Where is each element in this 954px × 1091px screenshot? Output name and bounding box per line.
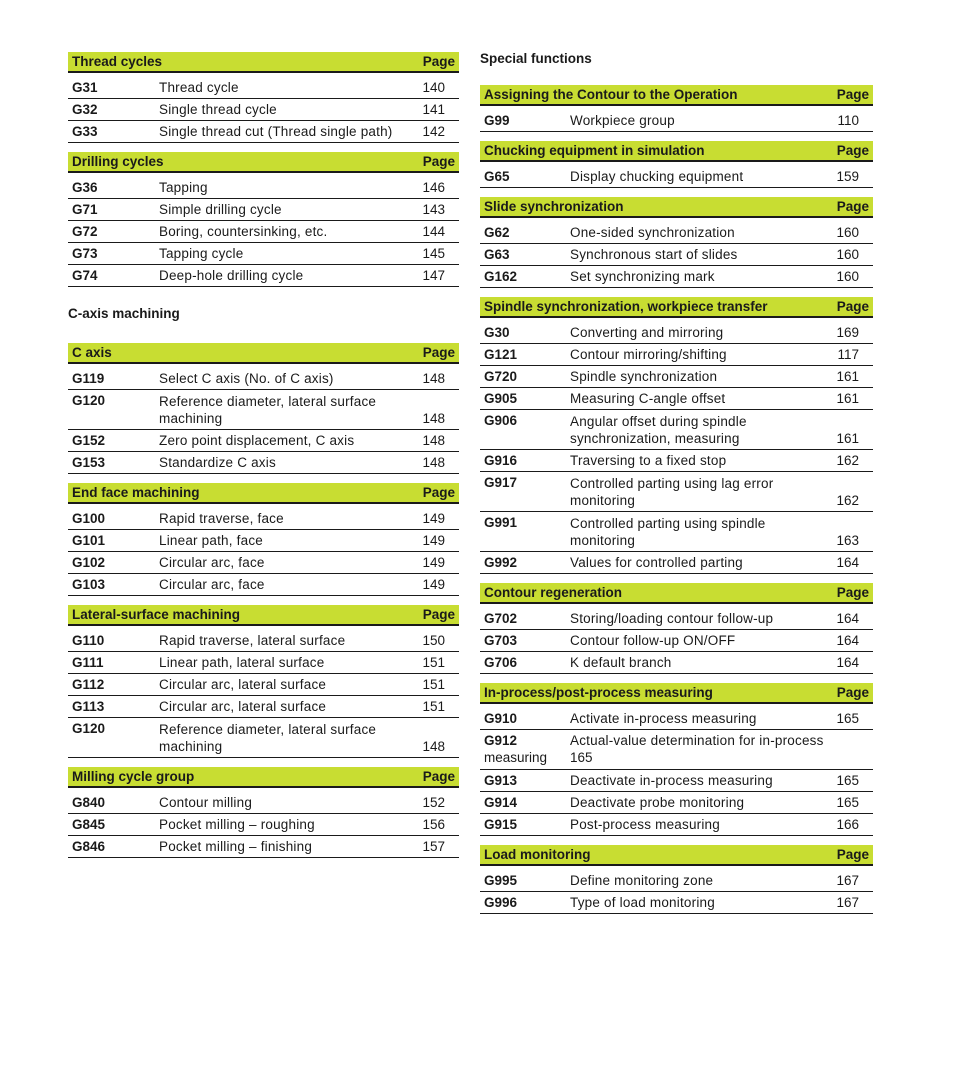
table-header-title: Load monitoring <box>484 847 591 862</box>
table-drilling-cycles <box>68 152 459 287</box>
table-load-monitoring <box>480 845 873 914</box>
page-number: 160 <box>836 225 859 240</box>
table-row <box>68 530 459 552</box>
description: One-sided synchronization <box>570 225 735 240</box>
page-number: 151 <box>422 677 445 692</box>
page-number: 152 <box>422 795 445 810</box>
table-row <box>68 368 459 390</box>
description: Pocket milling – finishing <box>159 839 313 854</box>
description: Pocket milling – roughing <box>159 817 315 832</box>
table-row <box>480 892 873 914</box>
table-contour-regeneration <box>480 583 873 674</box>
table-row <box>480 472 873 512</box>
table-spindle-synchronization-workpiece-transfer <box>480 297 873 574</box>
table-row <box>68 652 459 674</box>
gcode: G33 <box>72 124 98 139</box>
table-header-title: Spindle synchronization, workpiece transfer <box>484 299 768 314</box>
description: Display chucking equipment <box>570 169 744 184</box>
section-title: Special functions <box>480 51 592 66</box>
gcode: G62 <box>484 225 510 240</box>
description: Contour mirroring/shifting <box>570 347 727 362</box>
table-row <box>68 77 459 99</box>
page-number: 148 <box>422 433 445 448</box>
table-row <box>480 450 873 472</box>
description: Deactivate probe monitoring <box>570 795 745 810</box>
page-number: 167 <box>836 873 859 888</box>
section-title: C-axis machining <box>68 306 180 321</box>
page-number: 117 <box>837 347 859 362</box>
table-row <box>68 574 459 596</box>
description: Reference diameter, lateral surface machining <box>159 394 377 426</box>
gcode: G121 <box>484 347 518 362</box>
description: Synchronous start of slides <box>570 247 738 262</box>
gcode: G915 <box>484 817 518 832</box>
gcode: G720 <box>484 369 518 384</box>
description: Converting and mirroring <box>570 325 724 340</box>
page-number: 160 <box>836 247 859 262</box>
page-number: 149 <box>422 533 445 548</box>
description: Zero point displacement, C axis <box>159 433 355 448</box>
table-row <box>480 388 873 410</box>
description: Single thread cut (Thread single path) <box>159 124 393 139</box>
table-chucking-equipment-in-simulation <box>480 141 873 188</box>
page-number: 148 <box>422 371 445 386</box>
table-row <box>480 792 873 814</box>
page-number: 165 <box>570 750 593 765</box>
table-header-title: End face machining <box>72 485 200 500</box>
table-assigning-the-contour-to-the-operation <box>480 85 873 132</box>
page-number: 149 <box>422 511 445 526</box>
description: Tapping <box>159 180 208 195</box>
description: Values for controlled parting <box>570 555 743 570</box>
gcode: G72 <box>72 224 98 239</box>
description: Type of load monitoring <box>570 895 715 910</box>
table-row <box>480 266 873 288</box>
table-row <box>480 770 873 792</box>
table-header <box>480 583 873 604</box>
gcode: G100 <box>72 511 106 526</box>
gcode: G111 <box>72 655 104 670</box>
table-header-page-label: Page <box>422 54 455 69</box>
page-number: 169 <box>836 325 859 340</box>
table-row <box>480 552 873 574</box>
gcode: G914 <box>484 795 518 810</box>
table-header <box>68 605 459 626</box>
page-number: 163 <box>836 533 859 548</box>
table-row <box>480 652 873 674</box>
table-row <box>480 222 873 244</box>
table-row <box>480 244 873 266</box>
gcode: G99 <box>484 113 510 128</box>
description: Post-process measuring <box>570 817 720 832</box>
description: Measuring C-angle offset <box>570 391 726 406</box>
table-row <box>68 243 459 265</box>
table-row <box>480 870 873 892</box>
table-lateral-surface-machining <box>68 605 459 758</box>
table-row <box>68 121 459 143</box>
page-number: 142 <box>422 124 445 139</box>
page-number: 165 <box>836 711 859 726</box>
table-row <box>68 452 459 474</box>
gcode: G846 <box>72 839 106 854</box>
gcode: G102 <box>72 555 106 570</box>
gcode: G119 <box>72 371 105 386</box>
gcode: G906 <box>484 413 518 428</box>
page-number: 164 <box>836 611 859 626</box>
table-header <box>480 85 873 106</box>
gcode: G152 <box>72 433 106 448</box>
gcode: G71 <box>72 202 98 217</box>
table-header-page-label: Page <box>422 345 455 360</box>
description: Controlled parting using lag error monitoring <box>570 476 774 508</box>
table-row <box>68 430 459 452</box>
table-header-page-label: Page <box>836 847 869 862</box>
table-row <box>480 630 873 652</box>
page-number: 148 <box>422 455 445 470</box>
table-header <box>68 152 459 173</box>
gcode: G992 <box>484 555 518 570</box>
gcode: G995 <box>484 873 518 888</box>
page-number: 165 <box>836 795 859 810</box>
gcode: G706 <box>484 655 518 670</box>
page-number: 156 <box>422 817 445 832</box>
description: Standardize C axis <box>159 455 276 470</box>
table-header-page-label: Page <box>836 685 869 700</box>
gcode: G101 <box>72 533 106 548</box>
table-header-title: Lateral-surface machining <box>72 607 241 622</box>
table-header-page-label: Page <box>836 585 869 600</box>
table-header-title: In-process/post-process measuring <box>484 685 713 700</box>
table-row <box>68 99 459 121</box>
page-number: 164 <box>836 655 859 670</box>
table-header-title: Assigning the Contour to the Operation <box>484 87 738 102</box>
page-number: 143 <box>422 202 445 217</box>
table-row <box>480 730 873 770</box>
page-number: 167 <box>836 895 859 910</box>
table-header <box>68 767 459 788</box>
page-number: 149 <box>422 555 445 570</box>
page-number: 162 <box>836 453 859 468</box>
gcode: G162 <box>484 269 518 284</box>
table-header-page-label: Page <box>422 607 455 622</box>
gcode: G30 <box>484 325 510 340</box>
table-c-axis <box>68 343 459 474</box>
description: Circular arc, face <box>159 577 265 592</box>
table-thread-cycles <box>68 52 459 143</box>
page-number: 166 <box>836 817 859 832</box>
table-end-face-machining <box>68 483 459 596</box>
description: Set synchronizing mark <box>570 269 715 284</box>
gcode: G65 <box>484 169 510 184</box>
table-row <box>480 814 873 836</box>
page-number: 160 <box>836 269 859 284</box>
page-number: 164 <box>836 555 859 570</box>
description: Angular offset during spindle synchronization, measuring <box>570 414 747 446</box>
table-header <box>68 52 459 73</box>
description: Thread cycle <box>159 80 239 95</box>
page-number: 151 <box>422 655 445 670</box>
table-row <box>480 344 873 366</box>
description: Linear path, face <box>159 533 263 548</box>
table-header-title: Drilling cycles <box>72 154 164 169</box>
table-header-page-label: Page <box>836 143 869 158</box>
table-row <box>68 630 459 652</box>
table-row <box>68 696 459 718</box>
gcode: G73 <box>72 246 98 261</box>
description: Circular arc, lateral surface <box>159 677 327 692</box>
table-row <box>68 814 459 836</box>
gcode: G32 <box>72 102 98 117</box>
table-row <box>68 718 459 758</box>
page-number: 161 <box>836 431 859 446</box>
table-header-title: Thread cycles <box>72 54 163 69</box>
description: Rapid traverse, lateral surface <box>159 633 346 648</box>
description: Define monitoring zone <box>570 873 714 888</box>
gcode: G153 <box>72 455 106 470</box>
description: Simple drilling cycle <box>159 202 282 217</box>
page-number: 147 <box>422 268 445 283</box>
description: K default branch <box>570 655 672 670</box>
gcode: G103 <box>72 577 106 592</box>
table-row <box>480 410 873 450</box>
gcode: G991 <box>484 515 518 530</box>
table-header <box>480 141 873 162</box>
page-number: 140 <box>422 80 445 95</box>
page-number: 159 <box>836 169 859 184</box>
page-number: 149 <box>422 577 445 592</box>
table-header-page-label: Page <box>422 485 455 500</box>
gcode: G110 <box>72 633 105 648</box>
gcode: G112 <box>72 677 105 692</box>
description: Deep-hole drilling cycle <box>159 268 304 283</box>
gcode: G840 <box>72 795 106 810</box>
page-number: 162 <box>836 493 859 508</box>
description: Select C axis (No. of C axis) <box>159 371 334 386</box>
page-number: 150 <box>422 633 445 648</box>
table-row <box>68 674 459 696</box>
description: Actual-value determination for in-process <box>570 733 824 748</box>
page-number: 145 <box>422 246 445 261</box>
table-header <box>68 343 459 364</box>
gcode: G74 <box>72 268 98 283</box>
left-column <box>68 52 459 867</box>
table-header-title: C axis <box>72 345 112 360</box>
table-header-page-label: Page <box>422 769 455 784</box>
description-continuation: measuring <box>484 750 548 765</box>
table-row <box>480 608 873 630</box>
gcode: G36 <box>72 180 98 195</box>
table-header-page-label: Page <box>836 299 869 314</box>
table-row <box>480 708 873 730</box>
table-row <box>480 110 873 132</box>
table-header <box>480 683 873 704</box>
table-row <box>480 512 873 552</box>
page-number: 161 <box>836 369 859 384</box>
gcode: G996 <box>484 895 518 910</box>
table-slide-synchronization <box>480 197 873 288</box>
description: Workpiece group <box>570 113 675 128</box>
table-row <box>68 221 459 243</box>
table-row <box>68 552 459 574</box>
description: Activate in-process measuring <box>570 711 757 726</box>
page-number: 141 <box>422 102 445 117</box>
page-number: 151 <box>422 699 445 714</box>
table-row <box>480 166 873 188</box>
description: Contour follow-up ON/OFF <box>570 633 736 648</box>
table-header-page-label: Page <box>836 199 869 214</box>
gcode: G913 <box>484 773 518 788</box>
description: Spindle synchronization <box>570 369 718 384</box>
table-header <box>480 297 873 318</box>
table-header-page-label: Page <box>836 87 869 102</box>
table-row <box>480 366 873 388</box>
page-number: 110 <box>837 113 859 128</box>
page-number: 144 <box>422 224 445 239</box>
table-header <box>68 483 459 504</box>
gcode: G113 <box>72 699 105 714</box>
table-header-title: Contour regeneration <box>484 585 623 600</box>
table-milling-cycle-group <box>68 767 459 858</box>
gcode: G120 <box>72 393 106 408</box>
table-header-title: Slide synchronization <box>484 199 624 214</box>
table-header-page-label: Page <box>422 154 455 169</box>
table-row <box>68 177 459 199</box>
page-number: 148 <box>422 411 445 426</box>
page-number: 146 <box>422 180 445 195</box>
description: Boring, countersinking, etc. <box>159 224 328 239</box>
table-row <box>68 265 459 287</box>
gcode: G916 <box>484 453 518 468</box>
description: Deactivate in-process measuring <box>570 773 773 788</box>
gcode: G120 <box>72 721 106 736</box>
table-row <box>480 322 873 344</box>
table-row <box>68 199 459 221</box>
table-row <box>68 836 459 858</box>
description: Controlled parting using spindle monitoring <box>570 516 766 548</box>
table-row <box>68 792 459 814</box>
gcode: G31 <box>72 80 98 95</box>
gcode: G910 <box>484 711 518 726</box>
page-number: 157 <box>422 839 445 854</box>
description: Rapid traverse, face <box>159 511 284 526</box>
table-header-title: Milling cycle group <box>72 769 195 784</box>
table-header <box>480 845 873 866</box>
page-number: 161 <box>836 391 859 406</box>
description: Storing/loading contour follow-up <box>570 611 774 626</box>
gcode: G703 <box>484 633 518 648</box>
description: Circular arc, lateral surface <box>159 699 327 714</box>
description: Single thread cycle <box>159 102 277 117</box>
gcode: G917 <box>484 475 518 490</box>
gcode: G845 <box>72 817 106 832</box>
table-header <box>480 197 873 218</box>
page-number: 165 <box>836 773 859 788</box>
table-in-process-post-process-measuring <box>480 683 873 836</box>
page-number: 148 <box>422 739 445 754</box>
description: Reference diameter, lateral surface machining <box>159 722 377 754</box>
page-number: 164 <box>836 633 859 648</box>
table-row <box>68 390 459 430</box>
description: Circular arc, face <box>159 555 265 570</box>
gcode: G912 <box>484 733 518 748</box>
description: Tapping cycle <box>159 246 244 261</box>
description: Linear path, lateral surface <box>159 655 325 670</box>
description: Traversing to a fixed stop <box>570 453 727 468</box>
gcode: G63 <box>484 247 510 262</box>
right-column <box>480 50 873 923</box>
description: Contour milling <box>159 795 253 810</box>
table-row <box>68 508 459 530</box>
gcode: G905 <box>484 391 518 406</box>
gcode: G702 <box>484 611 518 626</box>
table-header-title: Chucking equipment in simulation <box>484 143 705 158</box>
